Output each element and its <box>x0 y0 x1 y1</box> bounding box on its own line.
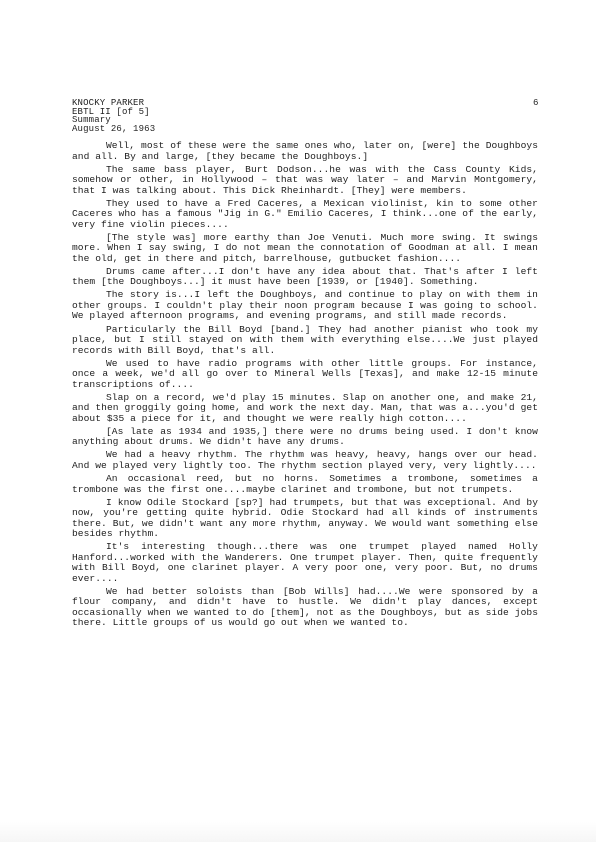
scan-edge <box>0 822 596 842</box>
interview-date: August 26, 1963 <box>72 123 156 134</box>
paragraph: We used to have radio programs with other little groups. For instance, once a week, we'd all go over to Mineral Wells [Texas], and make 12-15 minute transcriptions of.... <box>72 357 538 390</box>
transcript-body <box>72 141 538 631</box>
paragraph: Drums came after...I don't have any idea about that. That's after I left them [the Doughboys...] it must have been [1939, or [1940]. Something. <box>72 265 538 288</box>
paragraph: I know Odile Stockard [sp?] had trumpets, but that was exceptional. And by now, you're getting quite hybrid. Odie Stockard had all kinds of instruments there. But, we didn't want any more rhythm, anyway. We would want something else besides rhythm. <box>72 496 538 540</box>
paragraph: Particularly the Bill Boyd [band.] They had another pianist who took my place, but I still stayed on with them with everything else....We just played records with Bill Boyd, that's all. <box>72 323 538 356</box>
paragraph: The story is...I left the Doughboys, and continue to play on with them in other groups. I couldn't play their noon program because I was going to school. We played afternoon programs, and evening programs, and still made records. <box>72 289 538 322</box>
page-number: 6 <box>533 98 539 108</box>
paragraph: We had a heavy rhythm. The rhythm was heavy, heavy, hangs over our head. And we played very lightly too. The rhythm section played very, very lightly.... <box>72 449 538 471</box>
interviewee-name: KNOCKY PARKER <box>72 98 145 108</box>
paragraph: An occasional reed, but no horns. Sometimes a trombone, sometimes a trombone was the first one....maybe clarinet and trombone, but not trumpets. <box>72 473 538 495</box>
paragraph: We had better soloists than [Bob Wills] had....We were sponsored by a flour company, and didn't have to hustle. We didn't play dances, except occasionally when we wanted to do [them], not as the Doughboys, but as side jobs there. Little groups of us would go out when we wanted to. <box>72 585 538 629</box>
paragraph: Well, most of these were the same ones who, later on, [were] the Doughboys and all. By and large, [they became the Doughboys.] <box>72 140 538 162</box>
paragraph: It's interesting though...there was one trumpet played named Holly Hanford...worked with the Wanderers. One trumpet player. Then, quite frequently with Bill Boyd, one clarinet player. A very poor one, very poor. But, no drums ever.... <box>72 541 538 584</box>
paragraph: Slap on a record, we'd play 15 minutes. Slap on another one, and make 21, and then groggily going home, and work the next day. Man, that was a...you'd get about $35 a piece for it, and thought we were really high cotton.... <box>72 391 538 424</box>
paragraph: [As late as 1934 and 1935,] there were no drums being used. I don't know anything about drums. We didn't have any drums. <box>72 425 538 448</box>
document-type: Summary <box>72 115 111 125</box>
paragraph: [The style was] more earthy than Joe Venuti. Much more swing. It swings more. When I say swing, I do not mean the connotation of Goodman at all. I mean the old, get in there and pitch, barrelhouse, gutbucket fashion.... <box>72 231 538 264</box>
paragraph: They used to have a Fred Caceres, a Mexican violinist, kin to some other Caceres who has a famous "Jig in G." Emilio Caceres, I think...one of the early, very fine violin pieces.... <box>72 197 538 230</box>
paragraph: The same bass player, Burt Dodson...he was with the Cass County Kids, somehow or other, in Hollywood – that was way later – and Marvin Montgomery, that I was talking about. This Dick Rheinhardt. [They] were members. <box>72 163 538 196</box>
tape-label: EBTL II [of 5] <box>72 106 150 117</box>
document-header <box>72 99 155 133</box>
